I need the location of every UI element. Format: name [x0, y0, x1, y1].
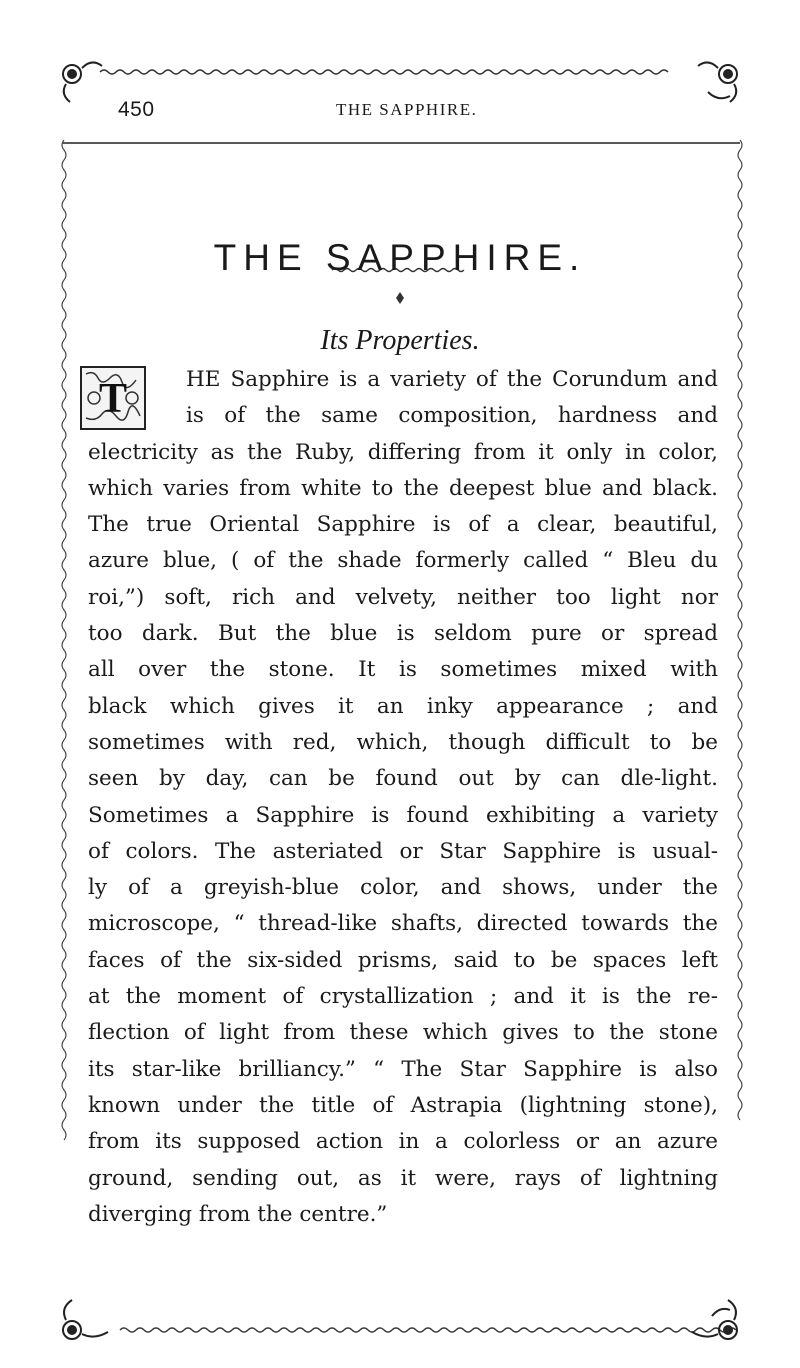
chapter-title: THE SAPPHIRE. [213, 236, 587, 278]
text-line: The true Oriental Sapphire is of a clear, beautiful, [88, 512, 718, 538]
text-line: from its supposed action in a colorless or an azure [88, 1129, 718, 1155]
text-line: black which gives it an inky appearance ; and [88, 693, 718, 719]
corner-ornament-bottom-left [63, 1300, 108, 1339]
text-line: diverging from the centre.” [88, 1201, 388, 1227]
text-line: ly of a greyish-blue color, and shows, under the [88, 875, 718, 901]
text-line: too dark. But the blue is seldom pure or spread [88, 621, 718, 647]
running-title: THE SAPPHIRE. [336, 100, 478, 119]
corner-ornament-top-right [698, 62, 737, 102]
text-line: known under the title of Astrapia (lightning stone), [88, 1092, 718, 1118]
text-line: seen by day, can be found out by can dle-light. [88, 766, 718, 792]
text-line: Sometimes a Sapphire is found exhibiting a variety [88, 802, 718, 828]
text-line: at the moment of crystallization ; and it is the re- [88, 984, 718, 1010]
text-line: faces of the six-sided prisms, said to be spaces left [88, 947, 718, 973]
body-text [88, 362, 718, 1233]
text-line: its star-like brilliancy.” “ The Star Sapphire is also [88, 1056, 718, 1082]
text-line: sometimes with red, which, though difficult to be [88, 729, 718, 755]
running-head [118, 98, 638, 122]
text-line: HE Sapphire is a variety of the Corundum and [186, 367, 718, 392]
text-line: flection of light from these which gives to the stone [88, 1020, 718, 1046]
text-line: roi,”) soft, rich and velvety, neither too light nor [88, 584, 718, 610]
chapter-subtitle: Its Properties. [320, 325, 480, 356]
text-line: electricity as the Ruby, differing from it only in color, [88, 439, 718, 465]
text-line: microscope, “ thread-like shafts, directed towards the [88, 911, 718, 937]
drop-cap-letter: T [98, 376, 128, 422]
page-number: 450 [118, 98, 155, 121]
text-line: azure blue, ( of the shade formerly called “ Bleu du [88, 548, 718, 574]
text-line: is of the same composition, hardness and [186, 403, 718, 429]
text-line: all over the stone. It is sometimes mixed with [88, 657, 718, 683]
corner-ornament-bottom-right [692, 1300, 737, 1339]
text-line: of colors. The asteriated or Star Sapphire is usual- [88, 838, 718, 864]
title-flourish-dot [396, 292, 404, 304]
text-line: ground, sending out, as it were, rays of lightning [88, 1165, 718, 1191]
text-line: which varies from white to the deepest blue and black. [88, 475, 718, 501]
corner-ornament-top-left [63, 62, 102, 102]
